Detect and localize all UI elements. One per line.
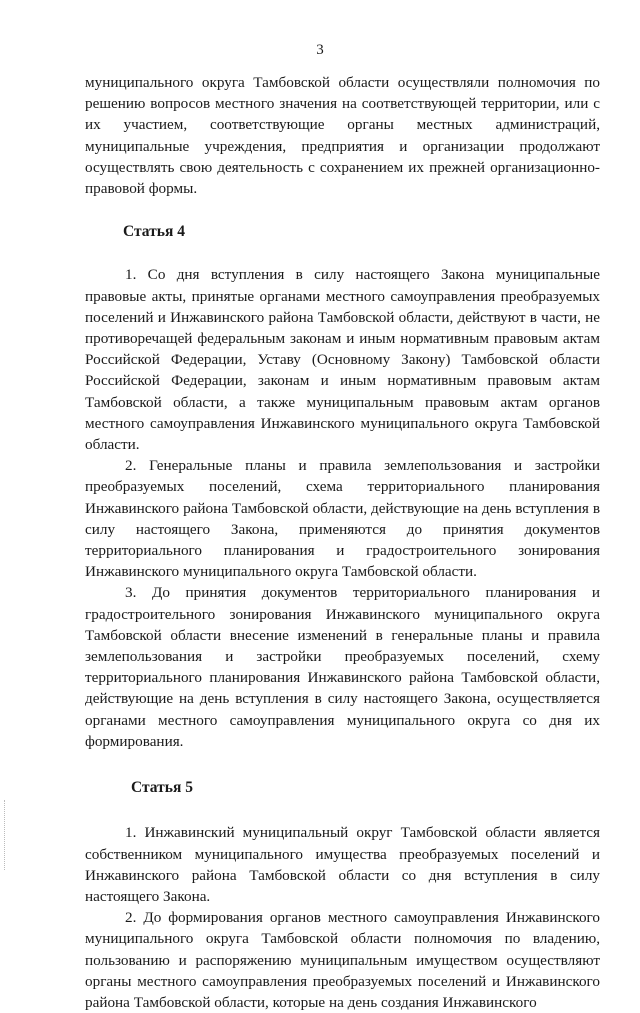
article-4-paragraph-1: 1. Со дня вступления в силу настоящего Закона муниципальные правовые акты, принятые органами местного самоуправления преобразуемых поселений и Инжавинского района Тамбовской области, действуют в части, не противоречащей федеральным законам и иным нормативным правовым актам Российской Федерации, Уставу (Основному Закону) Тамбовской области Российской Федерации, законам и иным нормативным правовым актам Тамбовской области, а также муниципальным правовым актам органов местного самоуправления Инжавинского муниципального округа Тамбовской области.	[85, 266, 600, 454]
article-5-paragraph-1: 1. Инжавинский муниципальный округ Тамбовской области является собственником муниципального имущества преобразуемых поселений и Инжавинского района Тамбовской области со дня вступления в силу настоящего Закона.	[85, 824, 600, 905]
scan-edge-mark	[4, 800, 8, 870]
document-body	[85, 72, 600, 1013]
page-number: 3	[316, 42, 324, 58]
intro-paragraph: муниципального округа Тамбовской области осуществляли полномочия по решению вопросов местного значения на соответствующей территории, или с их участием, соответствующие органы местных администраций, муниципальные учреждения, предприятия и организации продолжают осуществлять свою деятельность с сохранением их прежней организационно-правовой формы.	[85, 74, 600, 198]
article-5-paragraph-2: 2. До формирования органов местного самоуправления Инжавинского муниципального округа Тамбовской области полномочия по владению, пользованию и распоряжению муниципальным имуществом осуществляют органы местного самоуправления преобразуемых поселений и Инжавинского района Тамбовской области, которые на день создания Инжавинского	[85, 909, 600, 1011]
article-4-paragraph-2: 2. Генеральные планы и правила землепользования и застройки преобразуемых поселений, схема территориального планирования Инжавинского района Тамбовской области, действующие на день вступления в силу настоящего Закона, применяются до принятия документов территориального планирования и градостроительного зонирования Инжавинского муниципального округа Тамбовской области.	[85, 457, 600, 581]
article-5-title: Статья 5	[131, 779, 193, 797]
article-4-paragraph-3: 3. До принятия документов территориального планирования и градостроительного зонирования Инжавинского муниципального округа Тамбовской области внесение изменений в генеральные планы и правила землепользования и застройки преобразуемых поселений, схему территориального планирования Инжавинского района Тамбовской области, действующие на день вступления в силу настоящего Закона, осуществляется органами местного самоуправления муниципального округа со дня их формирования.	[85, 584, 600, 750]
article-4-title: Статья 4	[123, 223, 185, 241]
